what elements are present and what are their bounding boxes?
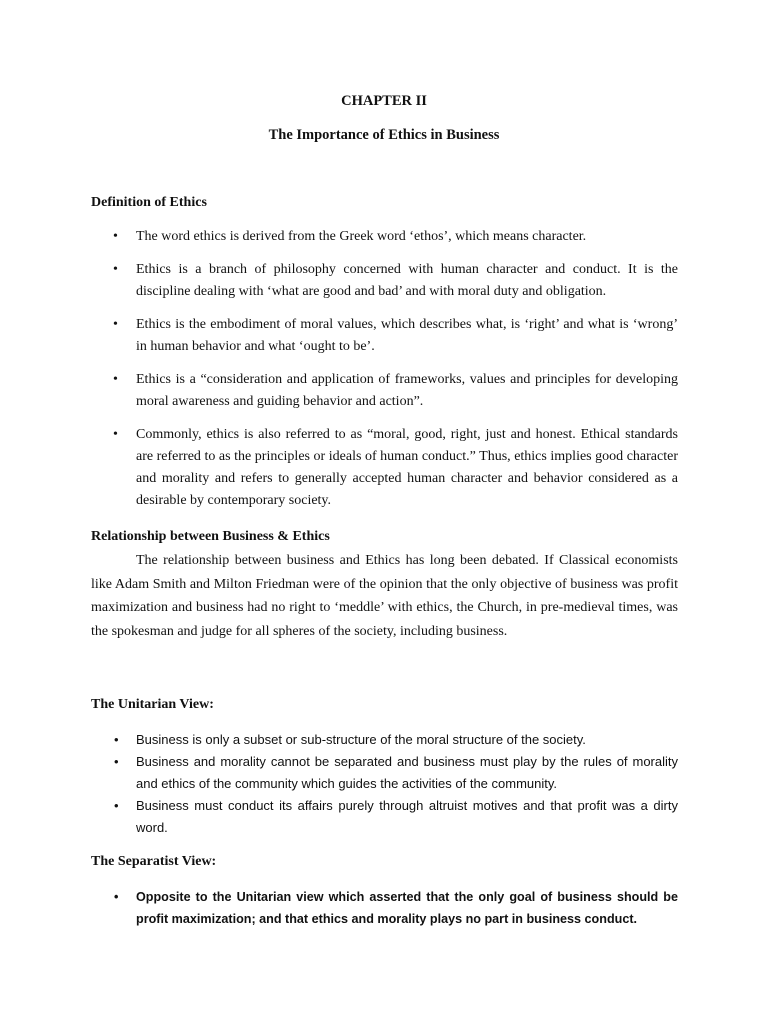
list-item: • Opposite to the Unitarian view which asserted that the only goal of business should be profit maximization; and that ethics and morality plays no part in business conduct. <box>91 886 678 930</box>
separatist-list <box>91 886 678 930</box>
relationship-heading: Relationship between Business & Ethics <box>91 529 330 544</box>
list-item: • Business is only a subset or sub-structure of the moral structure of the society. <box>91 729 678 751</box>
definition-heading: Definition of Ethics <box>91 195 207 210</box>
definition-list <box>91 226 678 523</box>
list-item: • The word ethics is derived from the Greek word ‘ethos’, which means character. <box>91 226 678 248</box>
list-item: • Ethics is the embodiment of moral values, which describes what, is ‘right’ and what is ‘wrong’ in human behavior and what ‘ought to be’. <box>91 314 678 358</box>
chapter-label: CHAPTER II <box>341 93 427 109</box>
list-item: • Commonly, ethics is also referred to as “moral, good, right, just and honest. Ethical standards are referred to as the principles or ideals of human conduct.” Thus, ethics implies good character and morality and refers to generally accepted human character and behavior considered as a desirable by contemporary society. <box>91 424 678 512</box>
unitarian-list <box>91 729 678 839</box>
separatist-heading: The Separatist View: <box>91 854 217 869</box>
page-title: The Importance of Ethics in Business <box>268 127 500 143</box>
relationship-paragraph: The relationship between business and Ethics has long been debated. If Classical economists like Adam Smith and Milton Friedman were of the opinion that the only objective of business was profit maximization and business had no right to ‘meddle’ with ethics, the Church, in pre-medieval times, was the spokesman and judge for all spheres of the society, including business. <box>91 553 678 639</box>
unitarian-heading: The Unitarian View: <box>91 697 214 712</box>
list-item: • Business and morality cannot be separated and business must play by the rules of morality and ethics of the community which guides the activities of the community. <box>91 751 678 795</box>
list-item: • Ethics is a “consideration and application of frameworks, values and principles for developing moral awareness and guiding behavior and action”. <box>91 369 678 413</box>
list-item: • Ethics is a branch of philosophy concerned with human character and conduct. It is the discipline dealing with ‘what are good and bad’ and with moral duty and obligation. <box>91 259 678 303</box>
list-item: • Business must conduct its affairs purely through altruist motives and that profit was a dirty word. <box>91 795 678 839</box>
